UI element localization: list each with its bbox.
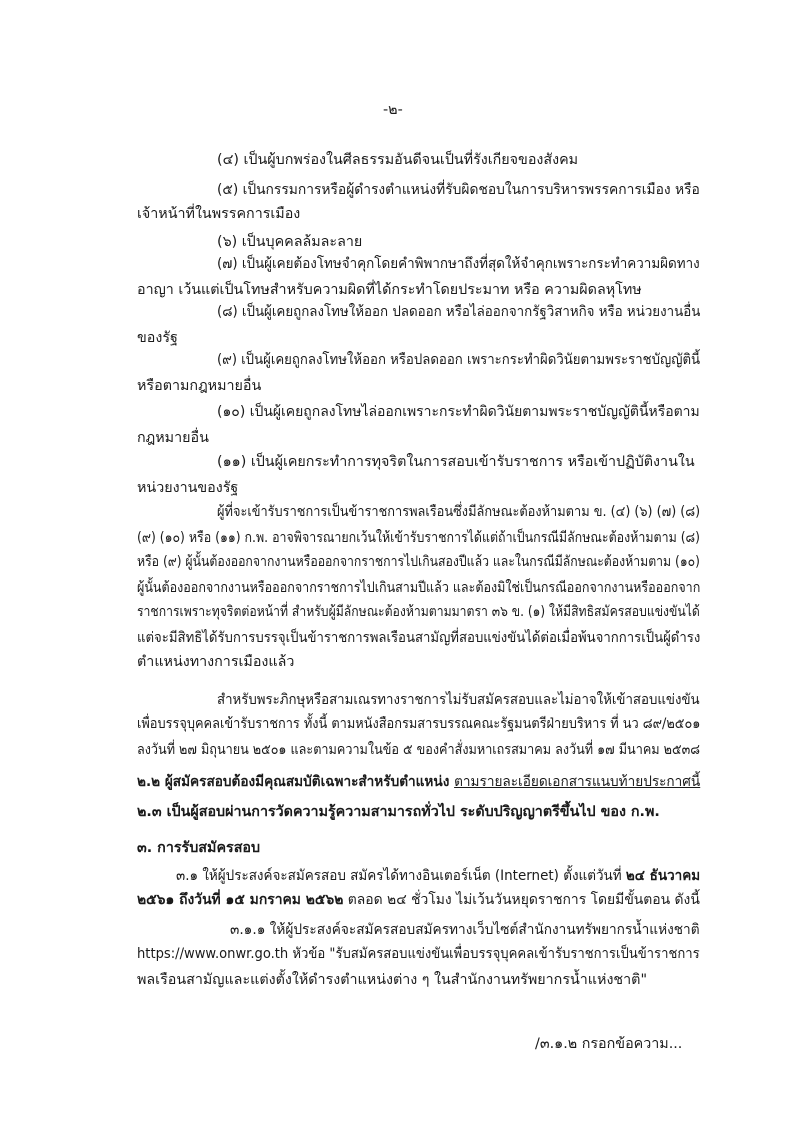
item-7-line-2: อาญา เว้นแต่เป็นโทษสำหรับความผิดที่ได้กระทำโดยประมาท หรือ ความผิดลหุโทษ [137, 282, 642, 298]
section-3-heading: ๓. การรับสมัครสอบ [137, 840, 261, 856]
item-5-line-2: เจ้าหน้าที่ในพรรคการเมือง [137, 206, 301, 222]
item-9-line-2: หรือตามกฎหมายอื่น [137, 378, 262, 394]
section-3-1-1-line-2: https://www.onwr.go.th หัวข้อ "รับสมัครสอบแข่งขันเพื่อบรรจุบุคคลเข้ารับราชการเป็นข้าราชการ [137, 946, 700, 962]
section-2-2 [137, 772, 700, 792]
exception-para-line-5: ราชการเพราะทุจริตต่อหน้าที่ สำหรับผู้มีลักษณะต้องห้ามตามมาตรา ๓๖ ข. (๑) ให้มีสิทธิสมัครสอบแข่งขันได้ [137, 604, 700, 620]
item-9-line-1: (๙) เป็นผู้เคยถูกลงโทษให้ออก หรือปลดออก เพราะกระทำผิดวินัยตามพระราชบัญญัตินี้ [217, 352, 701, 368]
item-7-line-1: (๗) เป็นผู้เคยต้องโทษจำคุกโดยคำพิพากษาถึงที่สุดให้จำคุกเพราะกระทำความผิดทาง [217, 256, 700, 272]
monk-para-line-3: ลงวันที่ ๒๗ มิถุนายน ๒๕๐๑ และตามความในข้อ ๕ ของคำสั่งมหาเถรสมาคม ลงวันที่ ๑๗ มีนาคม ๒๕๓๘ [137, 742, 700, 758]
continuation-marker: /๓.๑.๒ กรอกข้อความ... [535, 1036, 683, 1052]
item-11-line-2: หน่วยงานของรัฐ [137, 480, 239, 496]
exception-para-line-4: ผู้นั้นต้องออกจากงานหรือออกจากราชการไปเกินสามปีแล้ว และต้องมิใช่เป็นกรณีออกจากงานหรือออกจาก [137, 580, 701, 596]
section-3-1-line-1 [176, 866, 700, 886]
exception-para-line-6: แต่จะมีสิทธิได้รับการบรรจุเป็นข้าราชการพลเรือนสามัญที่สอบแข่งขันได้ต่อเมื่อพ้นจากการเป็นผู้ดำรง [137, 630, 701, 646]
section-3-1-schedule: ตลอด ๒๔ ชั่วโมง ไม่เว้นวันหยุดราชการ โดยมีขั้นตอน ดังนี้ [347, 892, 700, 908]
item-8-line-1: (๘) เป็นผู้เคยถูกลงโทษให้ออก ปลดออก หรือไล่ออกจากรัฐวิสาหกิจ หรือ หน่วยงานอื่น [217, 304, 701, 320]
section-2-2-text: ๒.๒ ผู้สมัครสอบต้องมีคุณสมบัติเฉพาะสำหรับตำแหน่ง [137, 774, 450, 790]
item-5-line-1: (๕) เป็นกรรมการหรือผู้ดำรงตำแหน่งที่รับผิดชอบในการบริหารพรรคการเมือง หรือ [217, 182, 700, 198]
monk-para-line-2: เพื่อบรรจุบุคคลเข้ารับราชการ ทั้งนี้ ตามหนังสือกรมสารบรรณคณะรัฐมนตรีฝ่ายบริหาร ที่ นว ๘๙/๒๕๐๑ [137, 716, 701, 732]
exception-para-line-2: (๙) (๑๐) หรือ (๑๑) ก.พ. อาจพิจารณายกเว้นให้เข้ารับราชการได้แต่ถ้าเป็นกรณีมีลักษณะต้องห้ามตาม (๘) [137, 530, 700, 546]
exception-para-line-7: ตำแหน่งทางการเมืองแล้ว [137, 654, 295, 670]
page-number: -๒- [383, 102, 403, 118]
section-3-1-1-line-1: ๓.๑.๑ ให้ผู้ประสงค์จะสมัครสอบสมัครทางเว็บไซต์สำนักงานทรัพยากรน้ำแห่งชาติ [230, 922, 700, 938]
item-4: (๔) เป็นผู้บกพร่องในศีลธรรมอันดีจนเป็นที่รังเกียจของสังคม [217, 152, 579, 168]
start-date: ๒๔ ธันวาคม [625, 868, 701, 884]
attachment-reference: ตามรายละเอียดเอกสารแนบท้ายประกาศนี้ [454, 774, 701, 790]
end-date: ๒๕๖๑ ถึงวันที่ ๑๕ มกราคม ๒๕๖๒ [137, 892, 344, 908]
section-2-3: ๒.๓ เป็นผู้สอบผ่านการวัดความรู้ความสามารถทั่วไป ระดับปริญญาตรีขึ้นไป ของ ก.พ. [137, 804, 660, 820]
section-3-1-line-2 [137, 890, 700, 910]
item-8-line-2: ของรัฐ [137, 330, 178, 346]
item-10-line-1: (๑๐) เป็นผู้เคยถูกลงโทษไล่ออกเพราะกระทำผิดวินัยตามพระราชบัญญัตินี้หรือตาม [217, 404, 700, 420]
item-6: (๖) เป็นบุคคลล้มละลาย [217, 234, 363, 250]
monk-para-line-1: สำหรับพระภิกษุหรือสามเณรทางราชการไม่รับสมัครสอบและไม่อาจให้เข้าสอบแข่งขัน [217, 692, 700, 708]
item-10-line-2: กฎหมายอื่น [137, 430, 209, 446]
exception-para-line-3: หรือ (๙) ผู้นั้นต้องออกจากงานหรือออกจากราชการไปเกินสองปีแล้ว และในกรณีมีลักษณะต้องห้ามตาม (๑๐) [137, 554, 700, 570]
item-11-line-1: (๑๑) เป็นผู้เคยกระทำการทุจริตในการสอบเข้ารับราชการ หรือเข้าปฏิบัติงานใน [217, 454, 695, 470]
section-3-1-text: ๓.๑ ให้ผู้ประสงค์จะสมัครสอบ สมัครได้ทางอินเตอร์เน็ต (Internet) ตั้งแต่วันที่ [176, 868, 622, 884]
section-3-1-1-line-3: พลเรือนสามัญและแต่งตั้งให้ดำรงตำแหน่งต่าง ๆ ในสำนักงานทรัพยากรน้ำแห่งชาติ" [137, 972, 648, 988]
exception-para-line-1: ผู้ที่จะเข้ารับราชการเป็นข้าราชการพลเรือนซึ่งมีลักษณะต้องห้ามตาม ข. (๔) (๖) (๗) (๘) [217, 504, 701, 520]
